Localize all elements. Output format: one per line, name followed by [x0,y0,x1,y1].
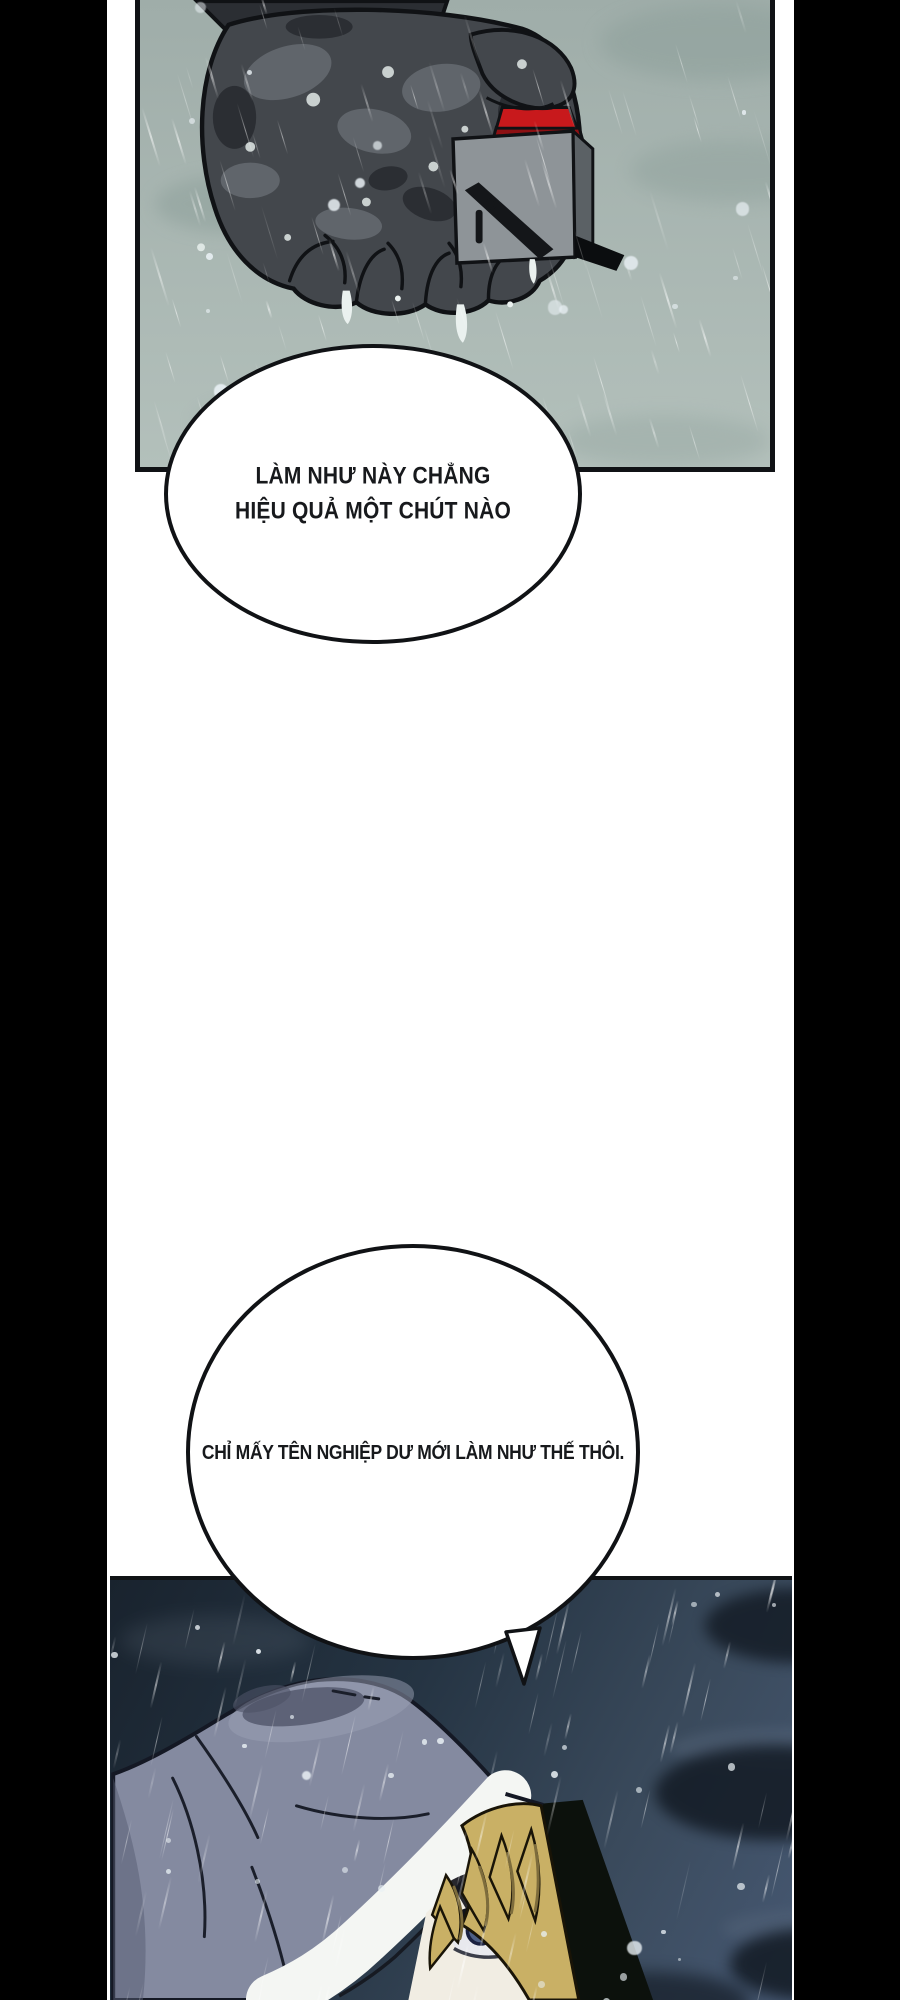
device-front [453,131,575,263]
red-button [496,108,577,129]
device-cord [575,235,624,270]
speech-bubble-1-text: LÀM NHƯ NÀY CHẲNG HIỆU QUẢ MỘT CHÚT NÀO [234,462,512,525]
speech-bubble-2 [186,1244,640,1660]
speech-bubble-2-text: CHỈ MẤY TÊN NGHIỆP DƯ MỚI LÀM NHƯ THẾ THÔI. [201,1439,625,1464]
speech-bubble-1-body [164,344,582,644]
device-slot [476,210,483,243]
speech-bubble-1 [164,344,582,644]
speech-bubble-tail [504,1626,542,1688]
speech-bubble-2-body [186,1244,640,1660]
